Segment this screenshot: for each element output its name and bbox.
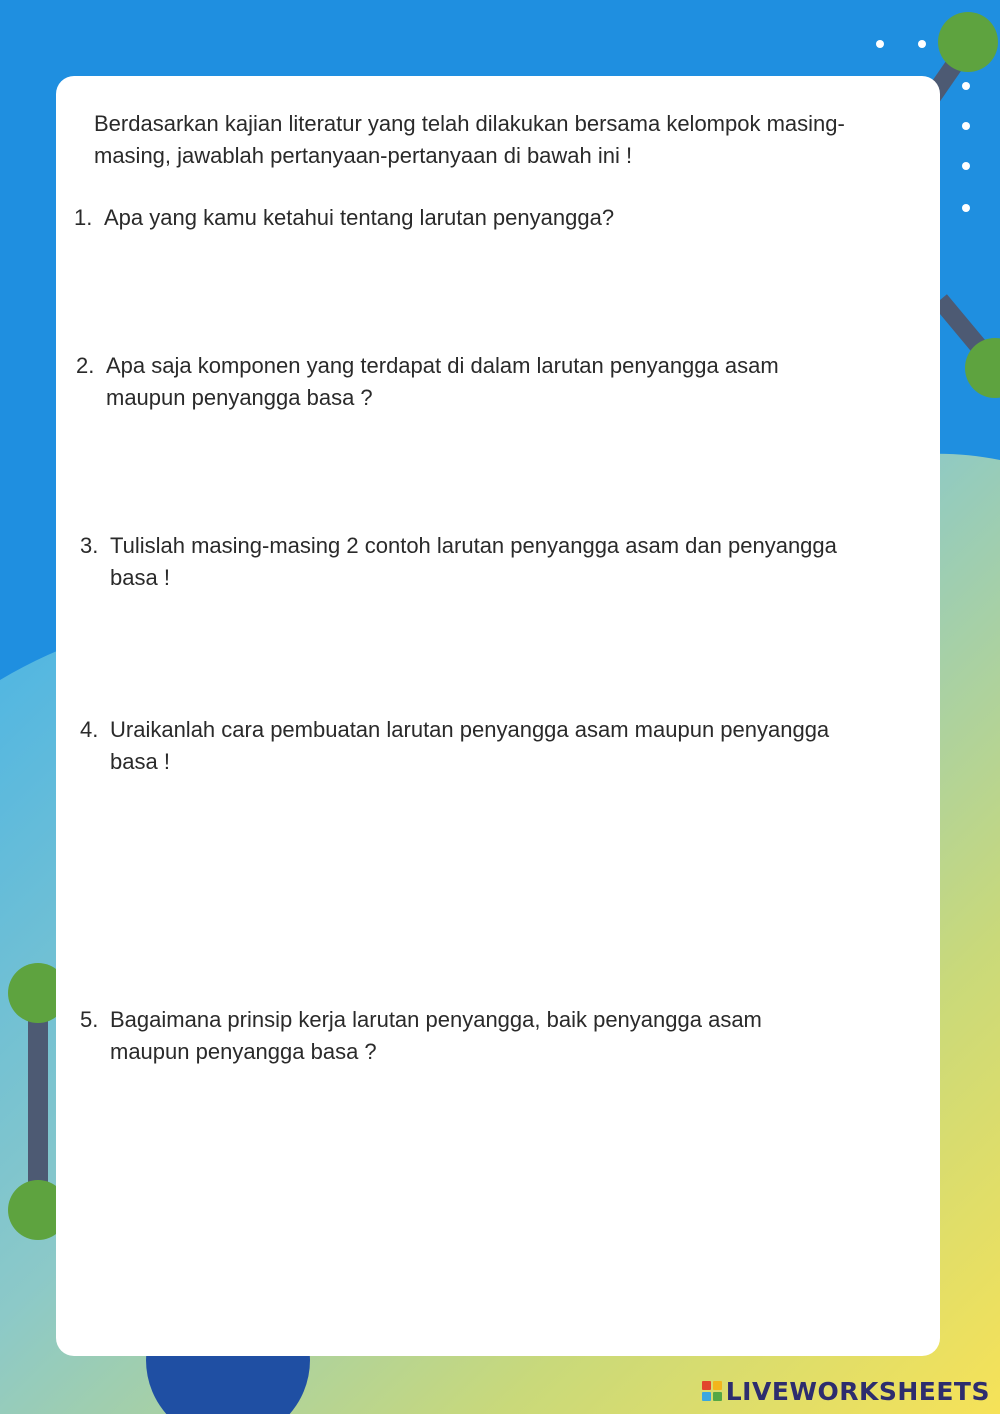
question-text: Uraikanlah cara pembuatan larutan penyangga asam maupun penyangga basa ! xyxy=(110,717,830,774)
question-4 xyxy=(80,714,860,778)
answer-area-4[interactable] xyxy=(96,790,906,990)
question-number: 1. xyxy=(74,205,93,230)
question-number: 4. xyxy=(80,717,99,742)
liveworksheets-logo xyxy=(702,1376,990,1406)
question-text: Tulislah masing-masing 2 contoh larutan penyangga asam dan penyangga basa ! xyxy=(110,533,837,590)
answer-area-3[interactable] xyxy=(96,606,906,706)
question-5 xyxy=(80,1004,800,1068)
question-text: Apa saja komponen yang terdapat di dalam larutan penyangga asam maupun penyangga basa ? xyxy=(106,353,779,410)
question-number: 3. xyxy=(80,533,99,558)
answer-area-2[interactable] xyxy=(96,426,906,526)
question-3 xyxy=(80,530,870,594)
question-2 xyxy=(76,350,836,414)
instructions-text: Berdasarkan kajian literatur yang telah dilakukan bersama kelompok masing-masing, jawablah pertanyaan-pertanyaan di bawah ini ! xyxy=(94,111,845,168)
question-text: Bagaimana prinsip kerja larutan penyangga, baik penyangga asam maupun penyangga basa ? xyxy=(110,1007,762,1064)
question-number: 2. xyxy=(76,353,95,378)
answer-area-1[interactable] xyxy=(96,248,906,348)
question-text: Apa yang kamu ketahui tentang larutan penyangga? xyxy=(104,205,615,230)
logo-mark-icon xyxy=(702,1381,722,1401)
question-1 xyxy=(74,202,874,234)
logo-text: LIVEWORKSHEETS xyxy=(725,1376,990,1406)
answer-area-5[interactable] xyxy=(96,1080,906,1320)
worksheet-card xyxy=(56,76,940,1356)
question-number: 5. xyxy=(80,1007,99,1032)
